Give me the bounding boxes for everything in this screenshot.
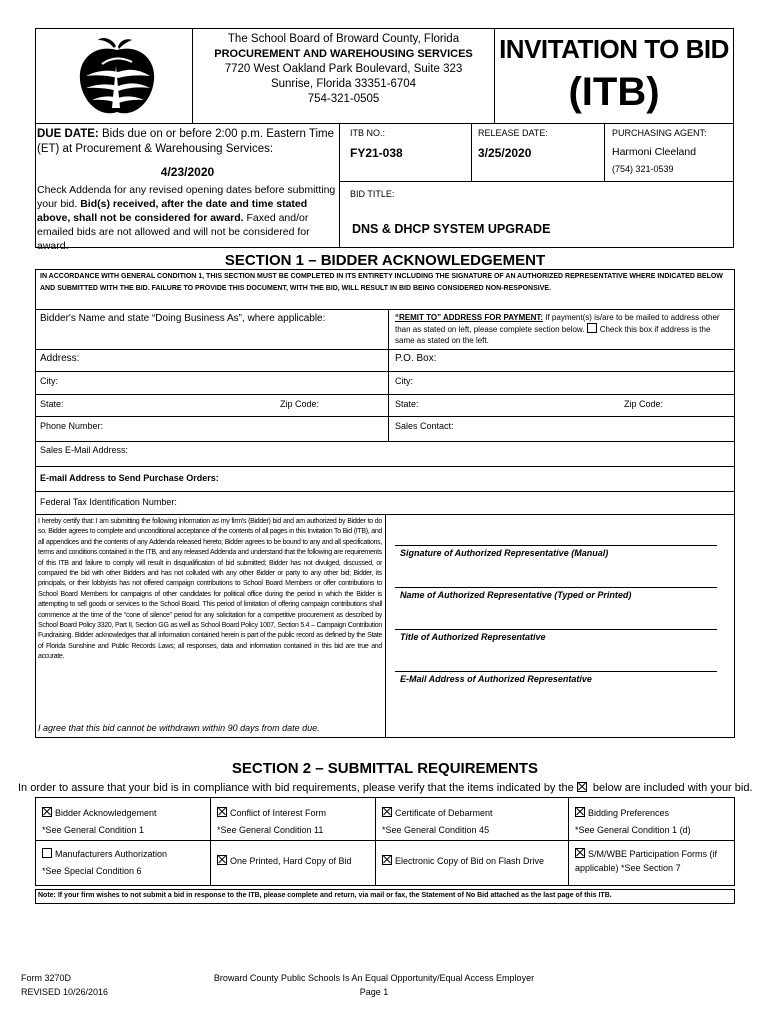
req-checkbox-5[interactable] [42, 848, 52, 858]
purchasing-agent-phone: (754) 321-0539 [612, 164, 674, 174]
signature-label: Signature of Authorized Representative (Manual) [400, 548, 609, 558]
rep-title-label: Title of Authorized Representative [400, 632, 546, 642]
due-note-plain: Check Addenda for any revised opening dates before submitting your bid. [37, 184, 336, 210]
agree-text: I agree that this bid cannot be withdrawn within 90 days from date due. [38, 723, 320, 733]
po-box-label: P.O. Box: [395, 353, 437, 364]
no-bid-note: Note: If your firm wishes to not submit a bid in response to the ITB, please complete and return, via mail or fax, the Statement of No Bid attached as the last page of this ITB. [38, 892, 612, 899]
tax-id-label: Federal Tax Identification Number: [40, 497, 177, 507]
req-item-8 [575, 847, 730, 875]
state-label-right: State: [395, 399, 419, 409]
phone-line: 754-321-0505 [307, 93, 380, 105]
req-label-2: Conflict of Interest Form [230, 808, 327, 818]
req-sub-5: *See Special Condition 6 [42, 866, 142, 876]
org-name: The School Board of Broward County, Florida [227, 33, 460, 45]
release-date-value: 3/25/2020 [478, 146, 532, 160]
document-title: INVITATION TO BID [499, 34, 729, 64]
req-item-7 [382, 855, 566, 866]
due-note-end: Faxed and/or emailed bids are not allowed and will not be considered for award. [37, 212, 310, 252]
itb-number-label: ITB NO.: [350, 128, 386, 138]
form-number: Form 3270D [21, 973, 72, 983]
due-date-label: DUE DATE: [37, 128, 99, 140]
release-date-label: RELEASE DATE: [478, 128, 548, 138]
page-number: Page 1 [359, 987, 389, 997]
section2-title: SECTION 2 – SUBMITTAL REQUIREMENTS [231, 760, 539, 777]
req-label-8: S/M/WBE Participation Forms (if applicable) *See Section 7 [575, 849, 718, 873]
req-label-5: Manufacturers Authorization [55, 849, 168, 859]
dept-name: PROCUREMENT AND WAREHOUSING SERVICES [214, 48, 473, 60]
req-label-4: Bidding Preferences [588, 808, 670, 818]
req-checkbox-6[interactable] [217, 855, 227, 865]
state-label: State: [40, 399, 64, 409]
req-item-6 [217, 855, 372, 866]
req-checkbox-4[interactable] [575, 807, 585, 817]
due-date-value: 4/23/2020 [160, 165, 215, 179]
city-label-right: City: [395, 376, 413, 386]
bid-title-label: BID TITLE: [350, 189, 395, 199]
req-item-1 [42, 805, 207, 839]
bid-title-value: DNS & DHCP SYSTEM UPGRADE [352, 222, 551, 236]
equal-opportunity-text: Broward County Public Schools Is An Equal Opportunity/Equal Access Employer [213, 973, 535, 983]
section1-title: SECTION 1 – BIDDER ACKNOWLEDGEMENT [224, 252, 546, 269]
phone-number-label: Phone Number: [40, 421, 104, 431]
zip-label: Zip Code: [280, 399, 320, 409]
req-sub-3: *See General Condition 45 [382, 825, 490, 835]
sales-email-label: Sales E-Mail Address: [40, 445, 129, 455]
req-item-4 [575, 805, 732, 839]
zip-label-right: Zip Code: [624, 399, 664, 409]
po-email-label: E-mail Address to Send Purchase Orders: [40, 473, 219, 483]
form-revised: REVISED 10/26/2016 [21, 987, 109, 997]
header-address [192, 32, 495, 107]
req-label-3: Certificate of Debarment [395, 808, 493, 818]
req-checkbox-7[interactable] [382, 855, 392, 865]
due-note-bold: Bid(s) received, after the date and time stated above, shall not be considered for award. [37, 198, 308, 224]
sales-contact-label: Sales Contact: [395, 421, 454, 431]
section1-instructions: IN ACCORDANCE WITH GENERAL CONDITION 1, THIS SECTION MUST BE COMPLETED IN ITS ENTIRETY INCLUDING THE SIGNATURE OF AN AUTHORIZED REPRESENTATIVE WHERE INDICATED BELOW AND SUBMITTED WITH THE BID. FAILURE TO PROVIDE THIS DOCUMENT, WITH THE BID, WILL RESULT IN BID BEING CONSIDERED NON-RESPONSIVE. [40, 273, 723, 292]
bidder-name-field[interactable] [40, 326, 380, 346]
certification-text: I hereby certify that: I am submitting the following information as my firm's (Bidder) bid and am authorized by Bidder to do so. Bidder agrees to complete and unconditional acceptance of the contents of all pages in this Invitation To Bid (ITB), and all appendices and the contents of any Addenda released hereto; Bidder agrees to be bound to any and all specifications, terms and conditions contained in the ITB, and any released Addenda and understand that the following are requirements of this ITB and failure to comply will result in disqualification of bid submitted; Bidder has not divulged, discussed, or compared the bid with other Bidders and has not colluded with any other Bidder or party to any other bid; Bidder, its principals, or their lobbyists has not offered campaign contributions to School Board Members or offer contributions to School Board Members for campaigns of other candidates for political office during the period in which the Bidder is attempting to sell goods or services to the School Board. This period of limitation of offering campaign contributions shall commence at the time of the “cone of silence” period for any solicitation for a competitive procurement as described by School Board Policy 3320, Part II, Section GG as well as School Board Policy 1007, Section 5.4 – Campaign Contribution Fundraising. Bidder acknowledges that all information contained herein is part of the public record as defined by the State of Florida Sunshine and Public Records Laws; all responses, data and information contained in this bid are true and accurate. [38, 518, 382, 661]
remit-to-text: If payment(s) is/are to be mailed to address other than as stated on left, please complete section below. [395, 313, 720, 334]
req-label-1: Bidder Acknowledgement [55, 808, 157, 818]
address-line2: Sunrise, Florida 33351-6704 [270, 78, 417, 90]
purchasing-agent-label: PURCHASING AGENT: [612, 128, 707, 138]
remit-check-text: Check this box if address is the same as stated on the left. [395, 325, 711, 345]
school-board-logo [72, 36, 162, 120]
purchasing-agent-name: Harmoni Cleeland [612, 146, 697, 158]
checked-box-icon [577, 782, 587, 792]
city-label: City: [40, 376, 58, 386]
section2-intro [18, 782, 758, 794]
itb-number-value: FY21-038 [350, 146, 403, 160]
req-checkbox-8[interactable] [575, 848, 585, 858]
section2-intro-after: below are included with your bid. [592, 782, 753, 794]
section2-intro-before: In order to assure that your bid is in compliance with bid requirements, please verify that the items indicated by the [18, 782, 574, 794]
address-line1: 7720 West Oakland Park Boulevard, Suite 323 [224, 63, 463, 75]
req-checkbox-1[interactable] [42, 807, 52, 817]
due-date-text [37, 127, 337, 157]
req-sub-1: *See General Condition 1 [42, 825, 145, 835]
req-sub-4: *See General Condition 1 (d) [575, 825, 691, 835]
rep-email-label: E-Mail Address of Authorized Representative [400, 674, 592, 684]
req-sub-2: *See General Condition 11 [217, 825, 324, 835]
printed-name-label: Name of Authorized Representative (Typed or Printed) [400, 590, 632, 600]
req-item-2 [217, 805, 372, 839]
address-label: Address: [40, 353, 80, 364]
same-address-checkbox[interactable] [587, 323, 597, 333]
due-date-note [37, 183, 337, 253]
req-checkbox-3[interactable] [382, 807, 392, 817]
remit-to-label: “REMIT TO” ADDRESS FOR PAYMENT: [395, 313, 544, 322]
remit-to-block [395, 312, 731, 346]
due-date-desc: Bids due on or before 2:00 p.m. Eastern Time (ET) at Procurement & Warehousing Services: [37, 128, 335, 155]
req-item-3 [382, 805, 565, 839]
req-label-6: One Printed, Hard Copy of Bid [230, 856, 352, 866]
req-label-7: Electronic Copy of Bid on Flash Drive [395, 856, 545, 866]
req-item-5 [42, 846, 207, 880]
document-title-abbr: (ITB) [568, 70, 660, 114]
req-checkbox-2[interactable] [217, 807, 227, 817]
bid-title-box [339, 181, 734, 248]
bidder-name-label: Bidder's Name and state “Doing Business As”, where applicable: [40, 313, 326, 324]
